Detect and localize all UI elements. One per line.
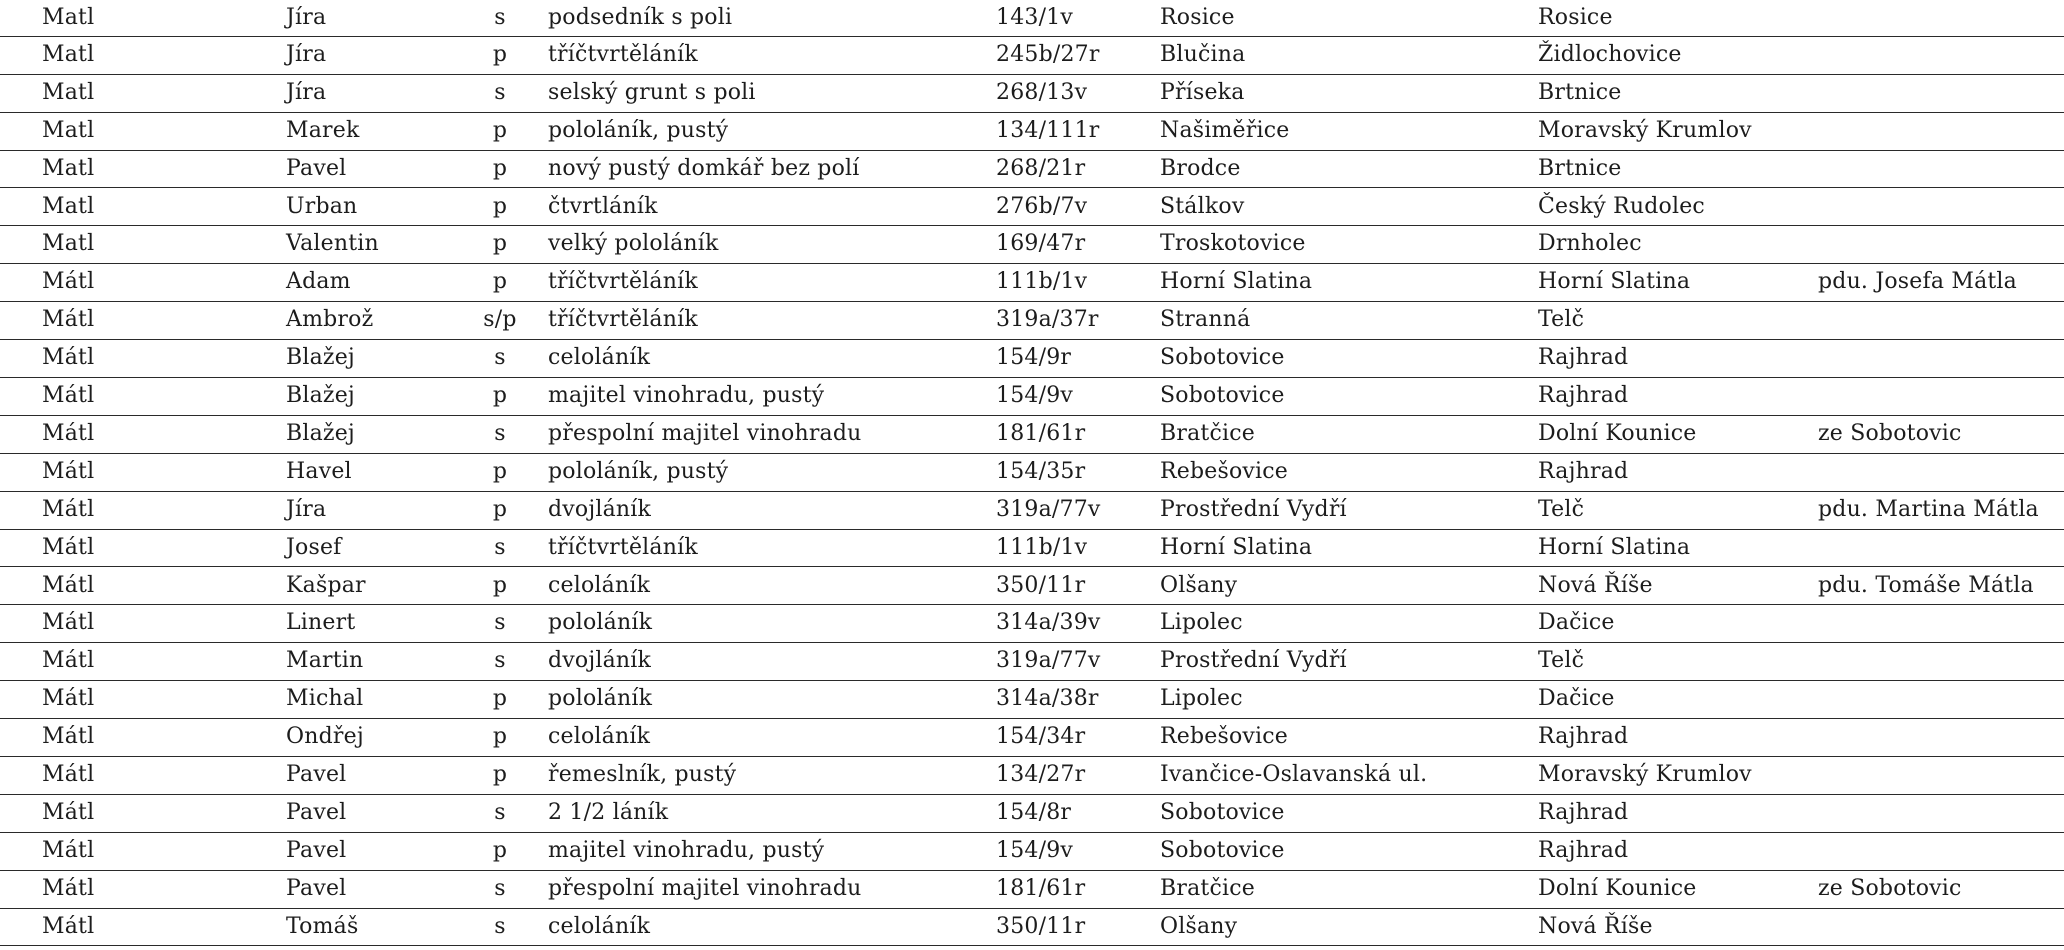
surname-cell: Mátl: [42, 648, 95, 674]
status-cell: s: [494, 5, 506, 30]
status-cell: s: [494, 420, 506, 446]
holding-type-cell: pololáník, pustý: [548, 458, 729, 484]
estate-cell: Rajhrad: [1538, 799, 1629, 825]
estate-cell: Telč: [1538, 496, 1585, 522]
village-cell: Rebešovice: [1160, 724, 1289, 750]
status-cell: p: [492, 269, 508, 295]
estate-cell: Horní Slatina: [1538, 534, 1691, 560]
village-cell: Bratčice: [1160, 420, 1255, 446]
estate-cell: Rajhrad: [1538, 458, 1629, 484]
surname-cell: Matl: [42, 193, 95, 219]
surname-cell: Mátl: [42, 913, 95, 939]
estate-cell: Brtnice: [1538, 79, 1622, 105]
folio-reference-cell: 319a/77v: [996, 496, 1101, 522]
surname-cell: Mátl: [42, 875, 95, 901]
holding-type-cell: tříčtvrtěláník: [548, 307, 698, 333]
village-cell: Sobotovice: [1160, 345, 1285, 371]
surname-cell: Mátl: [42, 383, 95, 408]
note-cell: pdu. Tomáše Mátla: [1818, 572, 2034, 598]
given-name-cell: Jíra: [286, 41, 327, 67]
village-cell: Prostřední Vydří: [1160, 648, 1347, 674]
table-row: [0, 568, 2064, 606]
table-row: [0, 757, 2064, 795]
village-cell: Sobotovice: [1160, 799, 1285, 825]
estate-cell: Brtnice: [1538, 155, 1622, 181]
status-cell: p: [492, 686, 508, 712]
status-cell: p: [492, 837, 508, 863]
given-name-cell: Havel: [286, 458, 352, 484]
status-cell: p: [492, 458, 508, 484]
estate-cell: Telč: [1538, 648, 1585, 674]
holding-type-cell: selský grunt s poli: [548, 79, 756, 105]
table-row: [0, 871, 2064, 909]
table-row: [0, 151, 2064, 189]
estate-cell: Drnholec: [1538, 231, 1642, 257]
note-cell: pdu. Josefa Mátla: [1818, 269, 2017, 295]
folio-reference-cell: 319a/77v: [996, 648, 1101, 674]
folio-reference-cell: 314a/38r: [996, 686, 1099, 712]
given-name-cell: Martin: [286, 648, 364, 674]
status-cell: p: [492, 572, 508, 598]
folio-reference-cell: 181/61r: [996, 420, 1086, 446]
table-row: [0, 795, 2064, 833]
village-cell: Bratčice: [1160, 875, 1255, 901]
status-cell: s: [494, 345, 506, 371]
table-row: [0, 909, 2064, 947]
status-cell: p: [492, 231, 508, 257]
folio-reference-cell: 154/9v: [996, 383, 1074, 408]
status-cell: p: [492, 496, 508, 522]
folio-reference-cell: 111b/1v: [996, 534, 1088, 560]
note-cell: pdu. Martina Mátla: [1818, 496, 2039, 522]
table-row: [0, 113, 2064, 151]
folio-reference-cell: 268/13v: [996, 79, 1088, 105]
estate-cell: Telč: [1538, 307, 1585, 333]
status-cell: s: [494, 875, 506, 901]
estate-cell: Dačice: [1538, 610, 1615, 636]
holding-type-cell: pololáník: [548, 610, 653, 636]
holding-type-cell: přespolní majitel vinohradu: [548, 875, 862, 901]
village-cell: Olšany: [1160, 913, 1238, 939]
surname-cell: Mátl: [42, 496, 95, 522]
holding-type-cell: celoláník: [548, 572, 651, 598]
estate-cell: Rajhrad: [1538, 837, 1629, 863]
estate-cell: Nová Říše: [1538, 913, 1653, 939]
given-name-cell: Pavel: [286, 762, 347, 787]
estate-cell: Moravský Krumlov: [1538, 762, 1752, 787]
table-row: [0, 833, 2064, 871]
holding-type-cell: nový pustý domkář bez polí: [548, 155, 860, 181]
folio-reference-cell: 169/47r: [996, 231, 1086, 257]
folio-reference-cell: 350/11r: [996, 913, 1086, 939]
table-row: [0, 681, 2064, 719]
surname-cell: Mátl: [42, 345, 95, 371]
estate-cell: Rajhrad: [1538, 383, 1629, 408]
holding-type-cell: majitel vinohradu, pustý: [548, 383, 825, 408]
holding-type-cell: dvojláník: [548, 648, 652, 674]
holding-type-cell: podsedník s poli: [548, 5, 733, 30]
estate-cell: Dolní Kounice: [1538, 875, 1697, 901]
holding-type-cell: 2 1/2 láník: [548, 799, 669, 825]
holding-type-cell: čtvrtláník: [548, 193, 658, 219]
given-name-cell: Pavel: [286, 155, 347, 181]
surname-cell: Mátl: [42, 420, 95, 446]
folio-reference-cell: 181/61r: [996, 875, 1086, 901]
surname-cell: Mátl: [42, 534, 95, 560]
given-name-cell: Valentin: [286, 231, 379, 257]
village-cell: Troskotovice: [1160, 231, 1306, 257]
village-cell: Ivančice-Oslavanská ul.: [1160, 762, 1428, 787]
given-name-cell: Michal: [286, 686, 364, 712]
given-name-cell: Blažej: [286, 420, 355, 446]
surname-cell: Matl: [42, 41, 95, 67]
table-row: [0, 189, 2064, 227]
given-name-cell: Pavel: [286, 875, 347, 901]
folio-reference-cell: 154/9r: [996, 345, 1072, 371]
given-name-cell: Kašpar: [286, 572, 366, 598]
surname-cell: Matl: [42, 5, 95, 30]
surname-cell: Mátl: [42, 307, 95, 333]
surname-cell: Matl: [42, 117, 95, 143]
village-cell: Prostřední Vydří: [1160, 496, 1347, 522]
table-row: [0, 378, 2064, 416]
surname-cell: Mátl: [42, 762, 95, 787]
given-name-cell: Jíra: [286, 496, 327, 522]
status-cell: s: [494, 610, 506, 636]
folio-reference-cell: 276b/7v: [996, 193, 1088, 219]
village-cell: Horní Slatina: [1160, 269, 1313, 295]
status-cell: p: [492, 117, 508, 143]
estate-cell: Horní Slatina: [1538, 269, 1691, 295]
given-name-cell: Blažej: [286, 383, 355, 408]
table-row: [0, 340, 2064, 378]
status-cell: p: [492, 724, 508, 750]
given-name-cell: Adam: [286, 269, 351, 295]
status-cell: p: [492, 193, 508, 219]
surname-cell: Mátl: [42, 837, 95, 863]
holding-type-cell: řemeslník, pustý: [548, 762, 737, 787]
holding-type-cell: pololáník, pustý: [548, 117, 729, 143]
given-name-cell: Jíra: [286, 5, 327, 30]
table-row: [0, 0, 2064, 37]
folio-reference-cell: 350/11r: [996, 572, 1086, 598]
surname-cell: Mátl: [42, 799, 95, 825]
holding-type-cell: tříčtvrtěláník: [548, 41, 698, 67]
given-name-cell: Marek: [286, 117, 360, 143]
estate-cell: Rajhrad: [1538, 724, 1629, 750]
village-cell: Horní Slatina: [1160, 534, 1313, 560]
given-name-cell: Josef: [286, 534, 342, 560]
village-cell: Příseka: [1160, 79, 1245, 105]
table-row: [0, 643, 2064, 681]
given-name-cell: Blažej: [286, 345, 355, 371]
folio-reference-cell: 245b/27r: [996, 41, 1100, 67]
holding-type-cell: velký pololáník: [548, 231, 719, 257]
status-cell: s: [494, 534, 506, 560]
village-cell: Našiměřice: [1160, 117, 1290, 143]
holding-type-cell: tříčtvrtěláník: [548, 269, 698, 295]
given-name-cell: Pavel: [286, 799, 347, 825]
surname-cell: Mátl: [42, 269, 95, 295]
village-cell: Lipolec: [1160, 686, 1243, 712]
given-name-cell: Linert: [286, 610, 356, 636]
status-cell: p: [492, 762, 508, 787]
village-cell: Rosice: [1160, 5, 1235, 30]
surname-cell: Mátl: [42, 724, 95, 750]
folio-reference-cell: 154/34r: [996, 724, 1086, 750]
given-name-cell: Pavel: [286, 837, 347, 863]
estate-cell: Rajhrad: [1538, 345, 1629, 371]
holding-type-cell: dvojláník: [548, 496, 652, 522]
estate-cell: Dačice: [1538, 686, 1615, 712]
status-cell: s: [494, 648, 506, 674]
folio-reference-cell: 111b/1v: [996, 269, 1088, 295]
village-cell: Blučina: [1160, 41, 1246, 67]
holding-type-cell: celoláník: [548, 913, 651, 939]
given-name-cell: Ondřej: [286, 724, 364, 750]
status-cell: p: [492, 155, 508, 181]
estate-cell: Židlochovice: [1538, 41, 1682, 67]
village-cell: Rebešovice: [1160, 458, 1289, 484]
holding-type-cell: celoláník: [548, 724, 651, 750]
surname-cell: Matl: [42, 155, 95, 181]
given-name-cell: Tomáš: [286, 913, 359, 939]
folio-reference-cell: 134/27r: [996, 762, 1086, 787]
status-cell: s: [494, 913, 506, 939]
table-row: [0, 530, 2064, 568]
folio-reference-cell: 314a/39v: [996, 610, 1101, 636]
table-row: [0, 719, 2064, 757]
surname-cell: Mátl: [42, 458, 95, 484]
village-cell: Brodce: [1160, 155, 1241, 181]
folio-reference-cell: 154/35r: [996, 458, 1086, 484]
given-name-cell: Urban: [286, 193, 358, 219]
surname-cell: Mátl: [42, 686, 95, 712]
folio-reference-cell: 154/9v: [996, 837, 1074, 863]
status-cell: p: [492, 383, 508, 408]
table-row: [0, 264, 2064, 302]
holding-type-cell: tříčtvrtěláník: [548, 534, 698, 560]
village-cell: Lipolec: [1160, 610, 1243, 636]
holding-type-cell: přespolní majitel vinohradu: [548, 420, 862, 446]
table-row: [0, 605, 2064, 643]
village-cell: Sobotovice: [1160, 837, 1285, 863]
village-cell: Olšany: [1160, 572, 1238, 598]
status-cell: p: [492, 41, 508, 67]
surname-cell: Mátl: [42, 572, 95, 598]
folio-reference-cell: 143/1v: [996, 5, 1074, 30]
estate-cell: Nová Říše: [1538, 572, 1653, 598]
given-name-cell: Ambrož: [286, 307, 374, 333]
note-cell: ze Sobotovic: [1818, 875, 1962, 901]
holding-type-cell: celoláník: [548, 345, 651, 371]
table-row: [0, 416, 2064, 454]
holding-type-cell: pololáník: [548, 686, 653, 712]
status-cell: s: [494, 799, 506, 825]
table-row: [0, 37, 2064, 75]
folio-reference-cell: 268/21r: [996, 155, 1086, 181]
surname-cell: Mátl: [42, 610, 95, 636]
table-row: [0, 75, 2064, 113]
surname-cell: Matl: [42, 79, 95, 105]
status-cell: s: [494, 79, 506, 105]
given-name-cell: Jíra: [286, 79, 327, 105]
village-cell: Stálkov: [1160, 193, 1245, 219]
estate-cell: Moravský Krumlov: [1538, 117, 1752, 143]
village-cell: Sobotovice: [1160, 383, 1285, 408]
table-row: [0, 492, 2064, 530]
surname-cell: Matl: [42, 231, 95, 257]
note-cell: ze Sobotovic: [1818, 420, 1962, 446]
folio-reference-cell: 154/8r: [996, 799, 1072, 825]
table-row: [0, 302, 2064, 340]
estate-cell: Rosice: [1538, 5, 1613, 30]
folio-reference-cell: 134/111r: [996, 117, 1100, 143]
village-cell: Stranná: [1160, 307, 1251, 333]
estate-cell: Český Rudolec: [1538, 193, 1705, 219]
table-row: [0, 454, 2064, 492]
table-row: [0, 226, 2064, 264]
status-cell: s/p: [483, 307, 517, 333]
holding-type-cell: majitel vinohradu, pustý: [548, 837, 825, 863]
estate-cell: Dolní Kounice: [1538, 420, 1697, 446]
folio-reference-cell: 319a/37r: [996, 307, 1099, 333]
